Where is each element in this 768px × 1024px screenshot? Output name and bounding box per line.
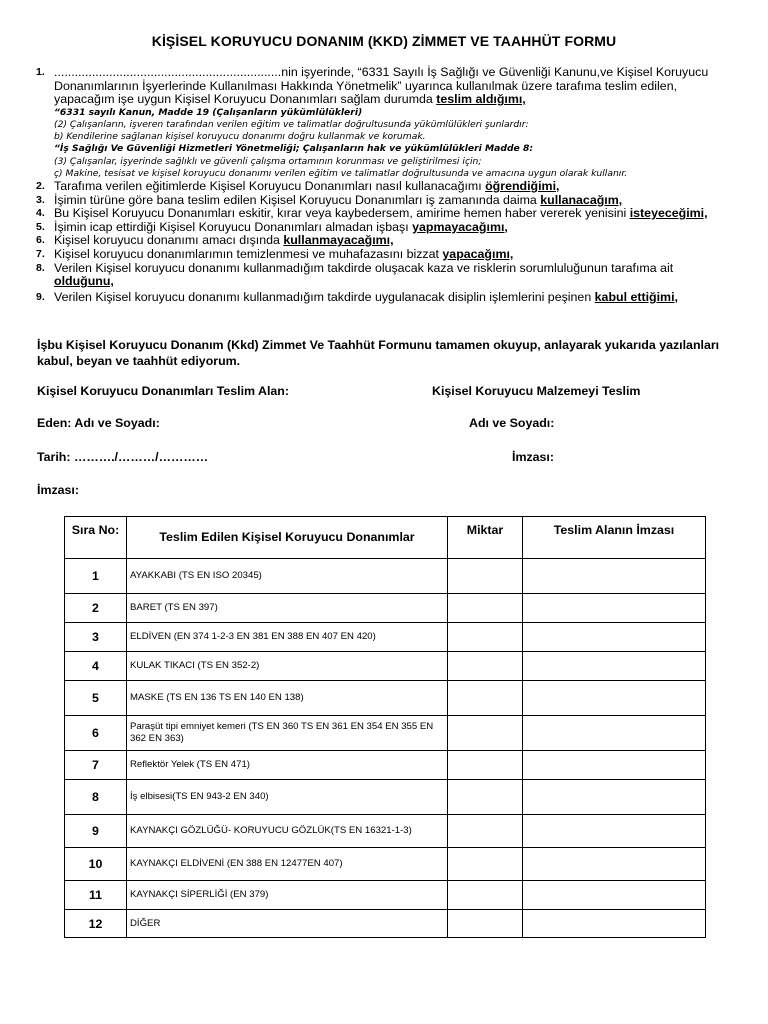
item-text [54, 66, 736, 107]
law-note: ç) Makine, tesisat ve kişisel koruyucu donanımı verilen eğitim ve talimatlar doğrultusunda ve amacına uygun olarak kullanır. [54, 167, 628, 179]
table-header-row [65, 517, 706, 559]
table-row [65, 559, 706, 594]
item-number: 5. [36, 220, 45, 233]
item-body: ..................................................................nin işyerinde, “6331 Sayılı İş Sağlığı ve Güvenliği Kanunu,ve Kişisel Koruyucu Donanımlarının İşyerlerinde Kullanılması Hakkında Yönetmelik” uyarınca kullanılmak üzere tarafıma teslim edilen, yapacağım işe uygun Kişisel Koruyucu Donanımları sağlam durumda [54, 65, 709, 107]
ppe-item-name: KAYNAKÇI GÖZLÜĞÜ- KORUYUCU GÖZLÜK(TS EN 16321-1-3) [127, 815, 448, 848]
quantity-cell[interactable] [448, 848, 523, 881]
list-item [36, 291, 736, 305]
law-note: (2) Çalışanların, işveren tarafından verilen eğitim ve talimatlar doğrultusunda yükümlülükleri şunlardır: [54, 118, 529, 130]
table-row [65, 594, 706, 623]
signature-label: İmzası: [512, 450, 555, 464]
commitment-list [36, 66, 736, 304]
quantity-cell[interactable] [448, 751, 523, 780]
quantity-cell[interactable] [448, 910, 523, 938]
item-emphasis: yapacağımı, [442, 246, 514, 261]
list-item [36, 262, 736, 289]
quantity-cell[interactable] [448, 559, 523, 594]
quantity-cell[interactable] [448, 716, 523, 751]
list-item [36, 248, 736, 262]
giver-title: Kişisel Koruyucu Malzemeyi Teslim [432, 384, 641, 398]
ppe-item-name: ELDİVEN (EN 374 1-2-3 EN 381 EN 388 EN 407 EN 420) [127, 623, 448, 652]
list-item [36, 194, 736, 208]
table-row [65, 815, 706, 848]
row-number: 9 [65, 815, 127, 848]
item-text [54, 291, 736, 305]
ppe-item-name: KAYNAKÇI ELDİVENİ (EN 388 EN 12477EN 407) [127, 848, 448, 881]
item-text [54, 234, 736, 248]
receiver-name-label: Adı ve Soyadı: [469, 416, 555, 430]
row-number: 1 [65, 559, 127, 594]
column-header: Sıra No: [65, 517, 127, 559]
signature-label: İmzası: [37, 483, 80, 497]
item-body: Kişisel koruyucu donanımı amacı dışında [54, 233, 284, 248]
signature-cell[interactable] [523, 559, 706, 594]
item-text [54, 180, 736, 194]
table-row [65, 681, 706, 716]
item-text [54, 248, 736, 262]
column-header: Teslim Alanın İmzası [523, 517, 706, 559]
list-item [36, 234, 736, 248]
law-notes [54, 107, 736, 180]
signature-cell[interactable] [523, 623, 706, 652]
column-header: Miktar [448, 517, 523, 559]
row-number: 8 [65, 780, 127, 815]
law-note: “6331 sayılı Kanun, Madde 19 (Çalışanların yükümlülükleri) [54, 106, 363, 118]
item-text [54, 262, 736, 289]
item-body: Bu Kişisel Koruyucu Donanımları eskitir, kırar veya kaybedersem, amirime hemen haber vererek yenisini [54, 206, 630, 221]
quantity-cell[interactable] [448, 594, 523, 623]
item-emphasis: yapmayacağımı, [412, 219, 508, 234]
item-emphasis: kabul ettiğimi, [594, 289, 678, 304]
date-field: Tarih: ………./………/………… [37, 450, 209, 464]
item-body: İşimin icap ettirdiği Kişisel Koruyucu Donanımları almadan işbaşı [54, 219, 413, 234]
table-row [65, 623, 706, 652]
ppe-item-name: Paraşüt tipi emniyet kemeri (TS EN 360 TS EN 361 EN 354 EN 355 EN 362 EN 363) [127, 716, 448, 751]
item-body: Kişisel koruyucu donanımlarımın temizlenmesi ve muhafazasını bizzat [54, 246, 443, 261]
signature-cell[interactable] [523, 681, 706, 716]
item-emphasis: kullanacağım, [540, 192, 623, 207]
row-number: 10 [65, 848, 127, 881]
item-number: 3. [36, 193, 45, 206]
declaration-text: İşbu Kişisel Koruyucu Donanım (Kkd) Zimmet Ve Taahhüt Formunu tamamen okuyup, anlayarak yukarıda yazılanları kabul, beyan ve taahhüt ediyorum. [37, 338, 720, 368]
table-row [65, 848, 706, 881]
signature-cell[interactable] [523, 594, 706, 623]
item-number: 7. [36, 247, 45, 260]
table-row [65, 881, 706, 910]
quantity-cell[interactable] [448, 681, 523, 716]
item-number: 1. [36, 66, 45, 78]
ppe-item-name: KAYNAKÇI SİPERLİĞİ (EN 379) [127, 881, 448, 910]
signature-cell[interactable] [523, 848, 706, 881]
item-number: 9. [36, 290, 45, 303]
item-number: 8. [36, 261, 45, 274]
table-row [65, 910, 706, 938]
item-text [54, 221, 736, 235]
receiver-title: Kişisel Koruyucu Donanımları Teslim Alan: [37, 384, 289, 398]
form-title: KİŞİSEL KORUYUCU DONANIM (KKD) ZİMMET VE TAAHHÜT FORMU [151, 33, 617, 49]
row-number: 11 [65, 881, 127, 910]
ppe-item-name: AYAKKABI (TS EN ISO 20345) [127, 559, 448, 594]
list-item [36, 66, 736, 107]
row-number: 4 [65, 652, 127, 681]
item-number: 4. [36, 207, 45, 220]
list-item [36, 180, 736, 194]
ppe-item-name: DİĞER [127, 910, 448, 938]
signature-cell[interactable] [523, 815, 706, 848]
signature-cell[interactable] [523, 652, 706, 681]
quantity-cell[interactable] [448, 652, 523, 681]
ppe-item-name: MASKE (TS EN 136 TS EN 140 EN 138) [127, 681, 448, 716]
signature-cell[interactable] [523, 910, 706, 938]
item-emphasis: teslim aldığımı, [436, 92, 526, 107]
row-number: 6 [65, 716, 127, 751]
row-number: 5 [65, 681, 127, 716]
list-item [36, 207, 736, 221]
quantity-cell[interactable] [448, 881, 523, 910]
law-note: (3) Çalışanlar, işyerinde sağlıklı ve güvenli çalışma ortamının korunması ve geliştirilmesi için; [54, 155, 482, 167]
row-number: 2 [65, 594, 127, 623]
law-note: b) Kendilerine sağlanan kişisel koruyucu donanımı doğru kullanmak ve korumak. [54, 131, 426, 143]
ppe-item-name: Reflektör Yelek (TS EN 471) [127, 751, 448, 780]
item-text [54, 194, 736, 208]
quantity-cell[interactable] [448, 623, 523, 652]
giver-name-label: Eden: Adı ve Soyadı: [37, 416, 160, 430]
signature-cell[interactable] [523, 751, 706, 780]
item-emphasis: olduğunu, [54, 274, 114, 289]
table-row [65, 716, 706, 751]
row-number: 3 [65, 623, 127, 652]
ppe-item-name: İş elbisesi(TS EN 943-2 EN 340) [127, 780, 448, 815]
signature-cell[interactable] [523, 881, 706, 910]
ppe-table [64, 516, 706, 938]
item-emphasis: kullanmayacağımı, [283, 233, 394, 248]
quantity-cell[interactable] [448, 815, 523, 848]
list-item [36, 221, 736, 235]
ppe-item-name: KULAK TIKACI (TS EN 352-2) [127, 652, 448, 681]
column-header: Teslim Edilen Kişisel Koruyucu Donanımlar [127, 517, 448, 559]
item-body: Tarafıma verilen eğitimlerde Kişisel Koruyucu Donanımları nasıl kullanacağımı [54, 179, 486, 193]
item-emphasis: isteyeceğimi, [629, 206, 708, 221]
item-text [54, 207, 736, 221]
signature-cell[interactable] [523, 780, 706, 815]
item-emphasis: öğrendiğimi, [485, 179, 560, 193]
row-number: 7 [65, 751, 127, 780]
item-body: İşimin türüne göre bana teslim edilen Kişisel Koruyucu Donanımları iş zamanında daima [54, 192, 541, 207]
ppe-item-name: BARET (TS EN 397) [127, 594, 448, 623]
item-body: Verilen Kişisel koruyucu donanımı kullanmadığım takdirde oluşacak kaza ve risklerin sorumluluğunun tarafıma ait [54, 260, 674, 275]
item-body: Verilen Kişisel koruyucu donanımı kullanmadığım takdirde uygulanacak disiplin işlemlerini peşinen [54, 289, 595, 304]
item-number: 6. [36, 234, 45, 247]
table-row [65, 780, 706, 815]
table-row [65, 751, 706, 780]
law-note: “İş Sağlığı Ve Güvenliği Hizmetleri Yönetmeliği; Çalışanların hak ve yükümlülükleri Madde 8: [54, 143, 534, 155]
row-number: 12 [65, 910, 127, 938]
table-row [65, 652, 706, 681]
signature-cell[interactable] [523, 716, 706, 751]
quantity-cell[interactable] [448, 780, 523, 815]
item-number: 2. [36, 180, 45, 192]
